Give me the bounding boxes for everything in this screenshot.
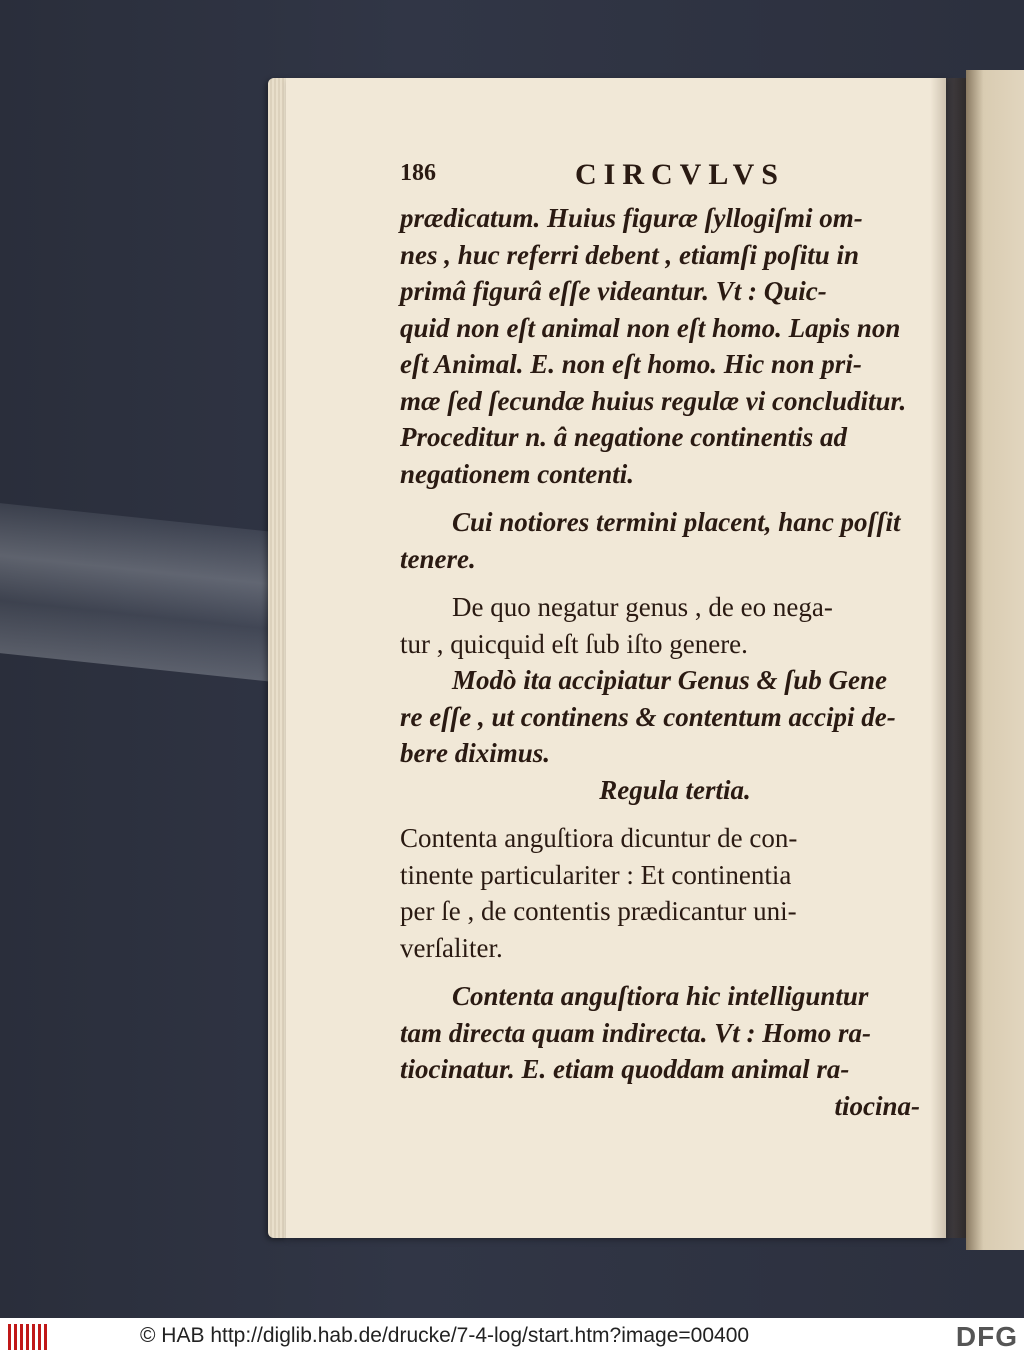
text-line: tinente particulariter : Et continentia (400, 859, 792, 890)
text-line: per ſe , de contentis prædicantur uni- (400, 896, 797, 926)
text-line: re eſſe , ut continens & contentum accipi de- (400, 701, 896, 732)
text-line: bere diximus. (400, 738, 551, 768)
barcode-icon (8, 1324, 48, 1350)
facing-page-edge (966, 70, 1024, 1250)
text-line: quid non eſt animal non eſt homo. Lapis non (400, 312, 901, 343)
catchword: tiocina- (834, 1090, 920, 1121)
viewer-footer (0, 1318, 1024, 1356)
text-line: Cui notiores termini placent, hanc poſſit (452, 507, 901, 537)
dfg-logo: DFG (955, 1321, 1018, 1352)
text-line: Proceditur n. â negatione continentis ad (400, 422, 848, 452)
text-line: verſaliter. (400, 932, 503, 963)
text-line: primâ figurâ eſſe videantur. Vt : Quic- (400, 276, 827, 306)
book-gutter (930, 78, 970, 1238)
copyright-link[interactable]: © HAB http://diglib.hab.de/drucke/7-4-log/start.htm?image=00400 (140, 1324, 750, 1347)
text-line: tam directa quam indirecta. Vt : Homo ra- (400, 1017, 871, 1048)
text-line: negationem contenti. (400, 458, 635, 489)
text-line: tur , quicquid eſt ſub iſto genere. (400, 628, 748, 659)
text-line: Contenta anguſtiora hic intelliguntur (452, 981, 869, 1011)
text-line: eſt Animal. E. non eſt homo. Hic non pri- (400, 349, 862, 379)
text-line: nes , huc referri debent , etiamſi poſitu in (400, 239, 859, 270)
text-line: De quo negatur genus , de eo nega- (452, 592, 833, 622)
text-line: mæ ſed ſecundæ huius regulæ vi concluditur. (400, 385, 907, 416)
text-line: tenere. (400, 543, 476, 574)
text-line: Contenta anguſtiora dicuntur de con- (400, 823, 798, 853)
text-line: Modò ita accipiatur Genus & ſub Gene (452, 665, 888, 695)
book-page-edges (268, 78, 288, 1238)
section-heading: Regula tertia. (599, 774, 751, 805)
running-head: CIRCVLVS (575, 158, 785, 191)
text-line: prædicatum. Huius figuræ ſyllogiſmi om- (400, 203, 863, 233)
page-number: 186 (400, 160, 436, 186)
page-header (400, 160, 920, 200)
text-line: tiocinatur. E. etiam quoddam animal ra- (400, 1054, 850, 1084)
page-text-block (400, 160, 920, 1124)
